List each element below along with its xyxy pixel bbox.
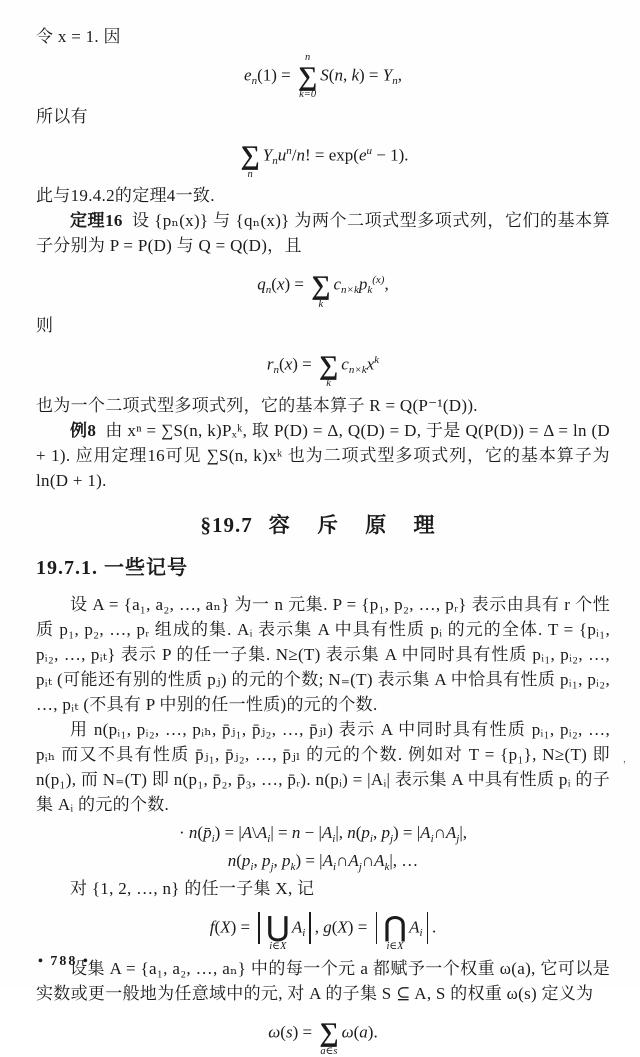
paragraph-weight-definition: 设集 A = {a₁, a₂, …, aₙ} 中的每一个元 a 都赋予一个权重 ω(a), 它可以是实数或更一般地为任意域中的元, 对 A 的子集 S ⊆ A, S 的权重 ω(s) 定义为 [36,958,610,1003]
section-heading [36,509,610,539]
paragraph-count-function: 用 n(pᵢ₁, pᵢ₂, …, pᵢₕ, p̄ⱼ₁, p̄ⱼ₂, …, p̄ⱼₗ) 表示 A 中同时具有性质 pᵢ₁, pᵢ₂, …, pᵢₕ 而又不具有性质 p̄ⱼ₁, p̄ⱼ₂, …, p̄ⱼₗ 的元的个数. 例如对 T = {p₁}, N≥(T) 即 n(p₁), 而 N₌(T) 即 n(p₁, p̄₂, p̄₃, …, p̄ᵣ). n(pᵢ) = |Aᵢ| 表示集 A 中具有性质 pᵢ 的子集 Aᵢ 的元的个数. [36,719,610,814]
paragraph-notation-setup: 设 A = {a₁, a₂, …, aₙ} 为一 n 元集. P = {p₁, p₂, …, pᵣ} 表示由具有 r 个性质 p₁, p₂, …, pᵣ 组成的集. Aᵢ 表示集 A 中具有性质 pᵢ 的元的全体. T = {pᵢ₁, pᵢ₂, …, pᵢₜ} 表示 P 的任一子集. N≥(T) 表示集 A 中同时具有性质 pᵢ₁, pᵢ₂, …, pᵢₜ (可能还有别的性质 pⱼ) 的元的个数; N₌(T) 表示集 A 中恰具有性质 pᵢ₁, pᵢ₂, …, pᵢₜ (不具有 P 中别的任一性质)的元的个数. [36,594,610,714]
example-label: 例8 [70,420,97,440]
paragraph-also-binomial: 也为一个二项式型多项式列，它的基本算子 R = Q(P⁻¹(D)). [36,395,478,415]
paragraph-let-x: 令 x = 1. 因 [36,27,121,46]
theorem-text: 设 {pₙ(x)} 与 {qₙ(x)} 为两个二项式型多项式列，它们的基本算子分别为 P = P(D) 与 Q = Q(D)，且 [36,211,610,256]
section-number: §19.7 [200,512,253,537]
paragraph-consistent: 此与19.4.2的定理4一致. [36,186,215,206]
paragraph-for-any-subset: 对 {1, 2, …, n} 的任一子集 X, 记 [70,878,315,898]
theorem-label: 定理16 [70,211,123,231]
subsection-heading: 19.7.1. 一些记号 [36,556,188,579]
equation-qn: $q_n(x)$ = ∑ k $c_{n\times k}p_k^{(x)}$, [257,270,389,310]
equation-f-g-definition: f(X) = ⋃ i∈X $A_i$ , g(X) = ⋂ i∈X $A_i$ . [209,912,437,953]
page-number: • 788 • [38,954,90,969]
section-title: 容 斥 原 理 [268,512,446,537]
equation-complement-counts: · $n(p̄_i)$ = $|A\backslash A_i| = n - |A_i|$, $n(p_i$, $p_j$) = $|A_i\cap A_j|$, [178,822,468,845]
example-text: 由 xⁿ = ∑S(n, k)Pₓᵏ, 取 P(D) = Δ, Q(D) = D, 于是 Q(P(D)) = Δ = ln (D + 1). 应用定理16可见 ∑S(n, k)xᵏ 也为二项式型多项式列，它的基本算子为 ln(D + 1). [36,420,610,490]
equation-triple-intersection: $n(p_i$, $p_j$, $p_k$) = $|A_i\cap A_j\cap A_k|$, … [227,850,419,873]
equation-weight-sum: ω(s) = ∑ a∈s ω(a). [268,1017,378,1057]
equation-stirling-sum: $e_n(1)$ = n ∑ k=0 S(n, $k) = Y_n$, [244,52,402,101]
scan-speck: ， [622,754,632,764]
equation-exp-generating: ∑ n $Y_nu^n/n$! = $\exp(e^u - 1)$. [240,140,409,180]
paragraph-example-8 [36,418,610,493]
paragraph-therefore: 所以有 [36,106,88,126]
equation-rn: $r_n(x)$ = ∑ k $c_{n\times k}x^k$ [266,349,380,390]
paragraph-theorem-16 [36,208,610,258]
paragraph-then: 则 [36,316,54,336]
